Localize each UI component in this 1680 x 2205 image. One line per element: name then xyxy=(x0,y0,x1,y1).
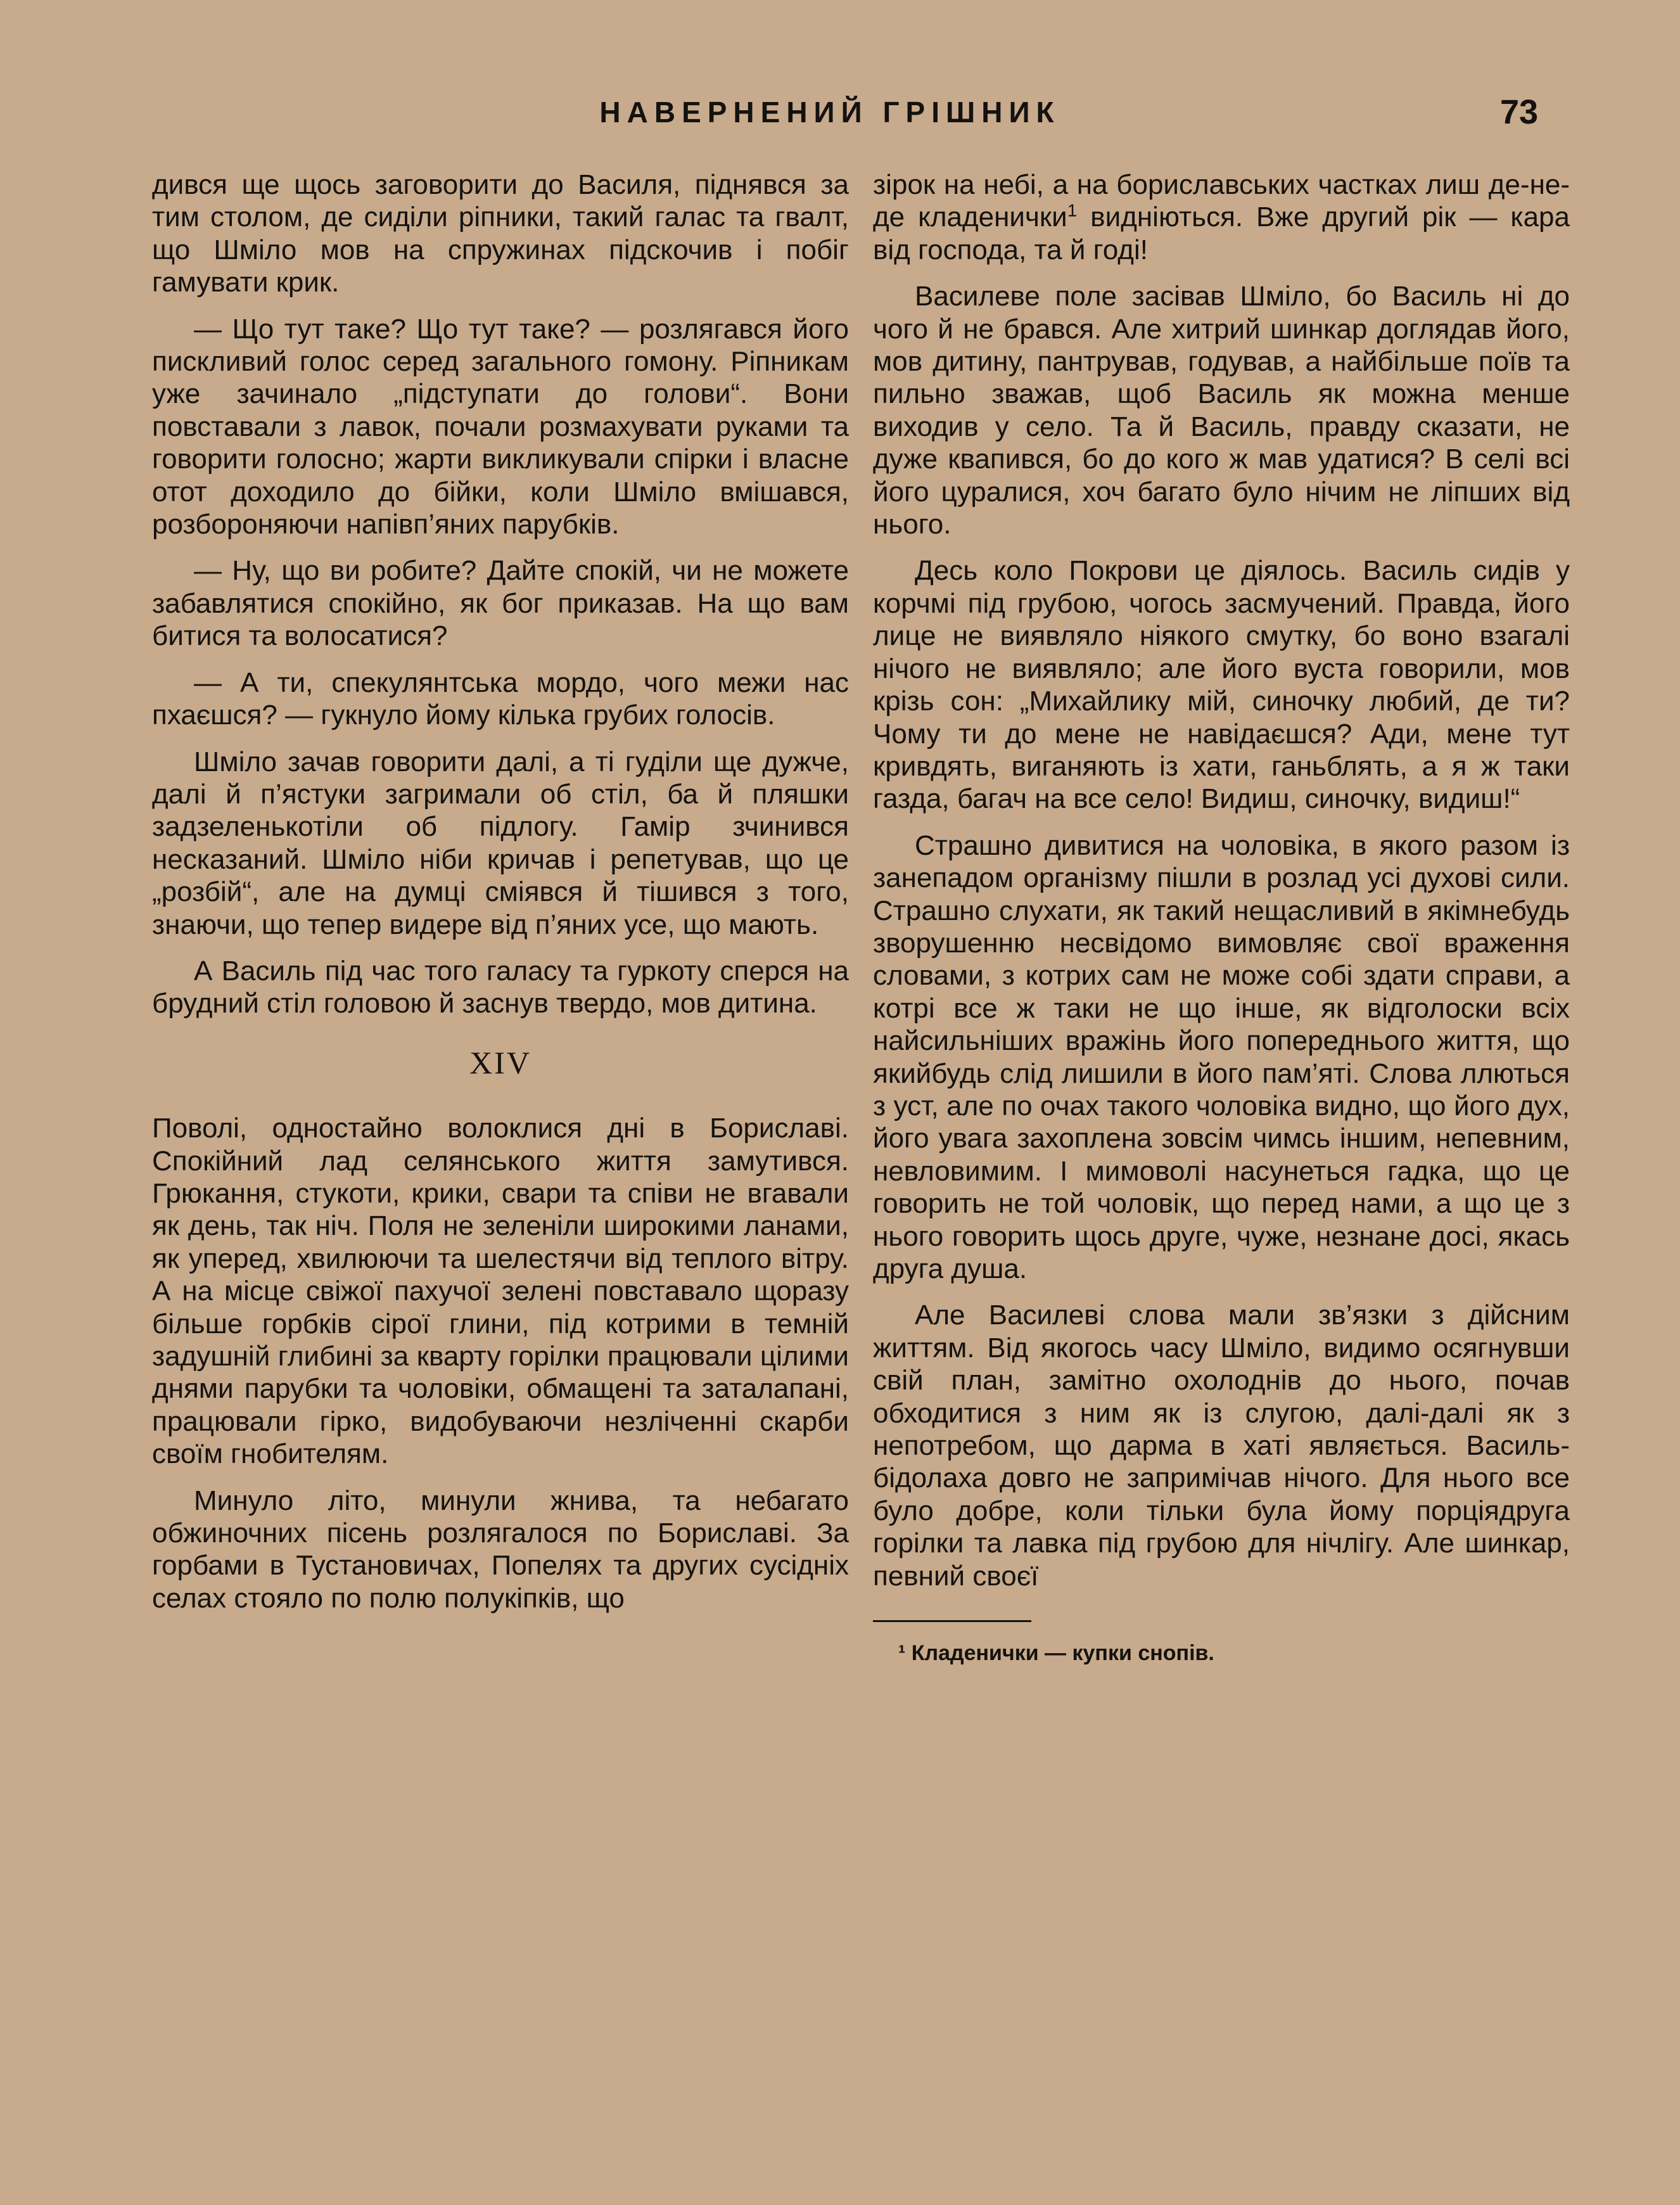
paragraph: дився ще щось заговорити до Василя, піднявся за тим столом, де сиділи ріпники, такий галас та гвалт, що Шміло мов на спружинах підскочив і побіг гамувати крик. xyxy=(152,169,849,298)
footnote: ¹ Кладенички — купки снопів. xyxy=(898,1641,1214,1666)
paragraph xyxy=(873,169,1570,266)
paragraph: Василеве поле засівав Шміло, бо Василь ні до чого й не брався. Але хитрий шинкар доглядав його, мов дитину, пантрував, годував, а найбільше поїв та пильно зважав, щоб Василь як можна менше виходив у село. Та й Василь, правду сказати, не дуже квапився, бо до кого ж мав удатися? В селі всі його цуралися, хоч багато було нічим не ліпших від нього. xyxy=(873,281,1570,540)
paragraph: Поволі, одностайно волоклися дні в Бориславі. Спокійний лад селянського життя замутився. Грюкання, стукоти, крики, свари та співи не вгавали як день, так ніч. Поля не зеленіли широкими ланами, як уперед, хвилюючи та шелестячи від теплого вітру. А на місце свіжої пахучої зелені повставало щоразу більше горбків сірої глини, під котрими в темній задушній глибині за кварту горілки працювали цілими днями парубки та чоловіки, обмащені та заталапані, працювали гірко, видобуваючи незліченні скарби своїм гнобителям. xyxy=(152,1113,849,1470)
paragraph: Але Василеві слова мали зв’язки з дійсним життям. Від якогось часу Шміло, видимо осягнувши свій план, замітно охолоднів до нього, почав обходитися з ним як із слугою, далі-далі як з непотребом, що дарма в хаті являється. Василь-бідолаха довго не запримічав нічого. Для нього все було добре, коли тільки була йому порціядруга горілки та лавка під грубою для нічлігу. Але шинкар, певний своєї xyxy=(873,1300,1570,1592)
right-column xyxy=(873,169,1570,1666)
paragraph-text: видніються. Вже другий рік — кара від господа, та й годі! xyxy=(873,201,1570,265)
running-title: НАВЕРНЕНИЙ ГРІШНИК xyxy=(599,96,1060,129)
footnote-divider xyxy=(873,1620,1031,1622)
section-heading: XIV xyxy=(469,1044,531,1080)
paragraph: — Що тут таке? Що тут таке? — розлягався його пискливий голос серед загального гомону. Ріпникам уже зачинало „підступати до голови“. Вони повставали з лавок, почали розмахувати руками та говорити голосно; жарти викликували спірки і власне отот доходило до бійки, коли Шміло вмішався, розбороняючи напівп’яних парубків. xyxy=(152,313,849,540)
paragraph: Шміло зачав говорити далі, а ті гуділи ще дужче, далі й п’ястуки загримали об стіл, ба й пляшки задзеленькотіли об підлогу. Гамір зчинився несказаний. Шміло ніби кричав і репетував, що це „розбій“, але на думці сміявся й тішився з того, знаючи, що тепер видере від п’яних усе, що мають. xyxy=(152,746,849,940)
paragraph: Десь коло Покрови це діялось. Василь сидів у корчмі під грубою, чогось засмучений. Правда, його лице не виявляло ніякого смутку, бо воно взагалі нічого не виявляло; але його вуста говорили, мов крізь сон: „Михайлику мій, синочку любий, де ти? Чому ти до мене не навідаєшся? Ади, мене тут кривдять, виганяють із хати, ганьблять, а я ж таки газда, багач на все село! Видиш, синочку, видиш!“ xyxy=(873,555,1570,815)
left-column xyxy=(152,169,849,1628)
paragraph: — Ну, що ви робите? Дайте спокій, чи не можете забавлятися спокійно, як бог приказав. На що вам битися та волосатися? xyxy=(152,555,849,652)
paragraph: Минуло літо, минули жнива, та небагато обжиночних пісень розлягалося по Бориславі. За горбами в Тустановичах, Попелях та других сусідніх селах стояло по полю полукіпків, що xyxy=(152,1485,849,1614)
paragraph-text: зірок на небі, а на бориславських частках лиш де-не-де кладенички xyxy=(873,169,1570,233)
footnote-marker: 1 xyxy=(1067,200,1078,220)
page-number: 73 xyxy=(1500,93,1539,131)
paragraph: Страшно дивитися на чоловіка, в якого разом із занепадом організму пішли в розлад усі духові сили. Страшно слухати, як такий нещасливий в якімнебудь зворушенню несвідомо вимовляє свої враження словами, з котрих сам не може собі здати справи, а котрі все ж таки не що інше, як відголоски всіх найсильніших вражінь його попереднього життя, що якийбудь слід лишили в його пам’яті. Слова ллються з уст, але по очах такого чоловіка видно, що його дух, його увага захоплена зовсім чимсь іншим, непевним, невловимим. І мимоволі насунеться гадка, що це говорить не той чоловік, що перед нами, а що це з нього говорить щось друге, чуже, незнане досі, якась друга душа. xyxy=(873,829,1570,1284)
paragraph: — А ти, спекулянтська мордо, чого межи нас пхаєшся? — гукнуло йому кілька грубих голосів. xyxy=(152,667,849,731)
paragraph: А Василь під час того галасу та гуркоту сперся на брудний стіл головою й заснув твердо, мов дитина. xyxy=(152,955,849,1019)
